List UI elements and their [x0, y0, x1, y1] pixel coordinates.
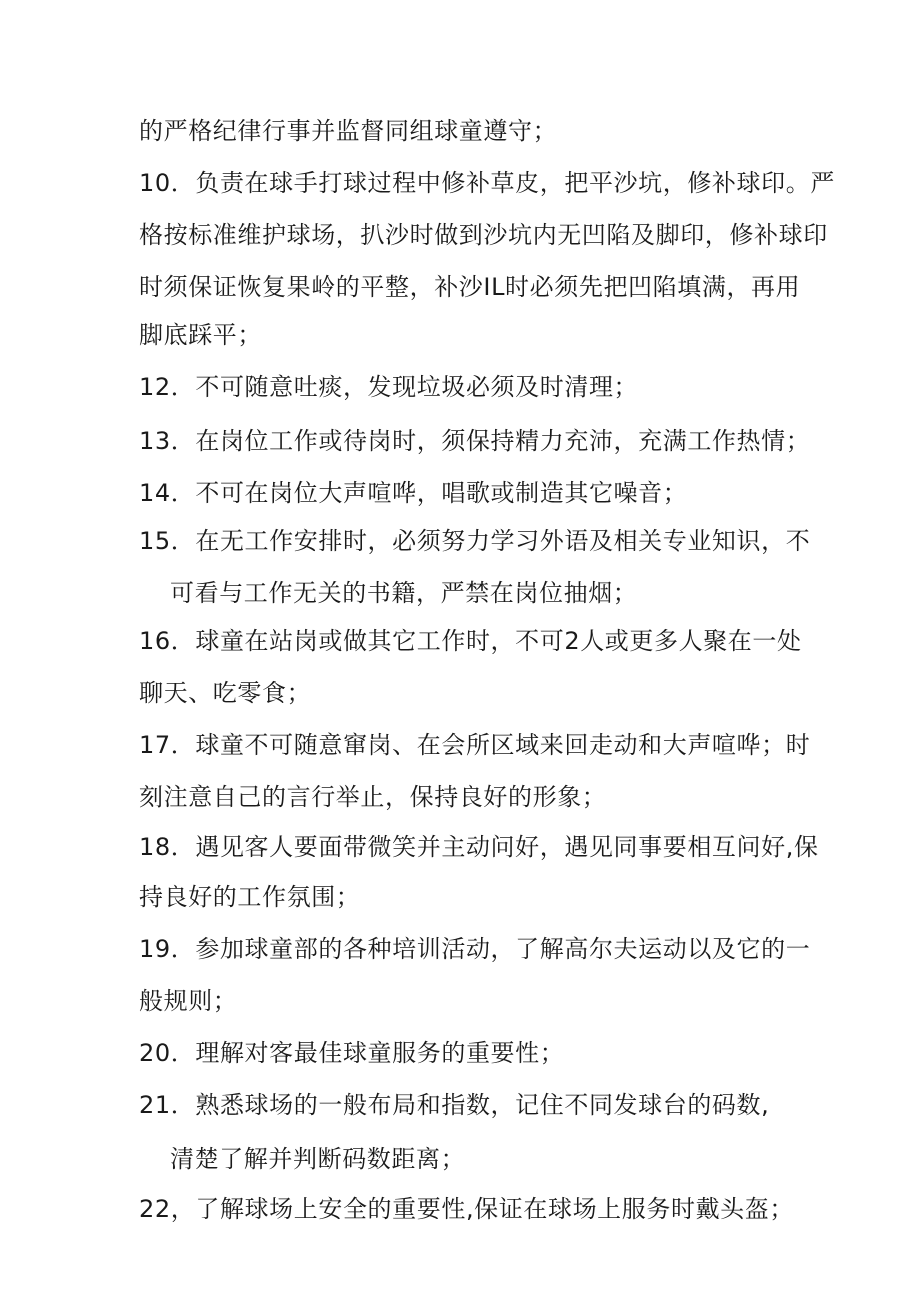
text-line: 的严格纪律行事并监督同组球童遵守； — [139, 117, 558, 145]
text-line: 持良好的工作氛围； — [139, 883, 361, 911]
text-line: 12．不可随意吐痰，发现垃圾必须及时清理； — [139, 373, 639, 401]
text-line: 13．在岗位工作或待岗时，须保持精力充沛，充满工作热情； — [139, 427, 811, 455]
text-line: 22，了解球场上安全的重要性,保证在球场上服务时戴头盔； — [139, 1195, 794, 1223]
text-line: 格按标准维护球场，扒沙时做到沙坑内无凹陷及脚印，修补球印 — [139, 221, 828, 249]
text-line: 刻注意自己的言行举止，保持良好的形象； — [139, 783, 607, 811]
text-line: 般规则； — [139, 987, 238, 1015]
text-line: 脚底踩平； — [139, 321, 262, 349]
text-line: 18．遇见客人要面带微笑并主动问好，遇见同事要相互问好,保 — [139, 833, 819, 861]
text-line: 15．在无工作安排时，必须努力学习外语及相关专业知识，不 — [139, 527, 811, 555]
text-line: 14．不可在岗位大声喧哗，唱歌或制造其它噪音； — [139, 479, 688, 507]
text-line: 可看与工作无关的书籍，严禁在岗位抽烟； — [170, 579, 638, 607]
text-line: 17．球童不可随意窜岗、在会所区域来回走动和大声喧哗；时 — [139, 731, 811, 759]
text-line: 20．理解对客最佳球童服务的重要性； — [139, 1039, 565, 1067]
text-line: 清楚了解并判断码数距离； — [170, 1145, 466, 1173]
text-line: 聊天、吃零食； — [139, 679, 312, 707]
text-line: 16．球童在站岗或做其它工作时，不可2人或更多人聚在一处 — [139, 627, 802, 655]
text-line: 时须保证恢复果岭的平整，补沙IL时必须先把凹陷填满，再用 — [139, 273, 801, 301]
text-line: 10．负责在球手打球过程中修补草皮，把平沙坑，修补球印。严 — [139, 169, 835, 197]
text-line: 21．熟悉球场的一般布局和指数，记住不同发球台的码数, — [139, 1091, 770, 1119]
text-line: 19．参加球童部的各种培训活动，了解高尔夫运动以及它的一 — [139, 935, 811, 963]
